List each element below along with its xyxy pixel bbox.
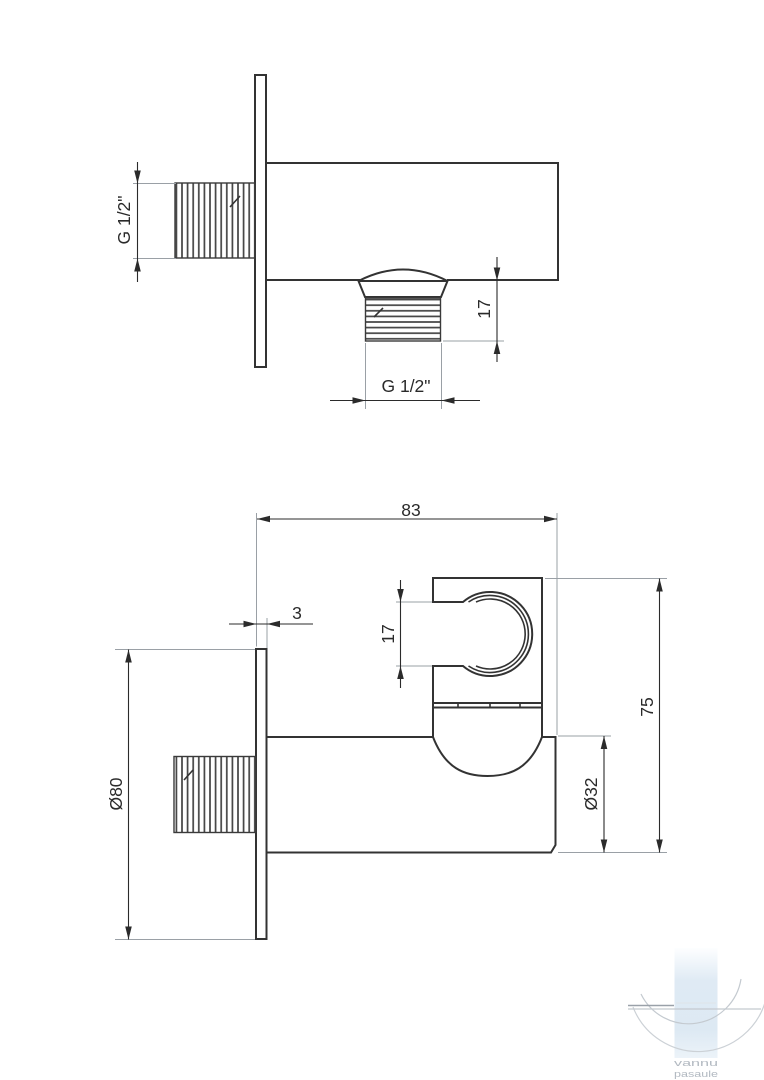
cradle-inner-arc <box>476 599 525 669</box>
dim-plate-thickness <box>229 603 313 648</box>
valve-body-outline <box>266 163 558 280</box>
dim-arrow <box>134 259 141 272</box>
outlet-thread <box>366 298 441 341</box>
wall-plate <box>256 649 267 939</box>
dim-arrow <box>134 171 141 184</box>
watermark-text-line1: vannu <box>674 1058 718 1069</box>
handset-holder <box>433 578 542 703</box>
dim-arrow <box>125 650 132 663</box>
dim-arrow <box>125 927 132 940</box>
dim-arrow <box>656 579 663 592</box>
dim-inlet-thread <box>114 162 176 282</box>
outlet-dome <box>359 270 448 282</box>
dim-overall-height <box>545 579 667 853</box>
dim-outlet-length <box>443 257 504 362</box>
holder-slot-label: 17 <box>378 624 398 644</box>
dim-arrow <box>494 341 501 354</box>
outlet-length-label: 17 <box>474 299 494 319</box>
watermark-text-line2: pasaule <box>674 1069 718 1080</box>
dim-holder-slot <box>378 580 432 688</box>
outlet-flange <box>359 281 448 297</box>
dim-arrow <box>397 666 404 679</box>
plate-thickness-label: 3 <box>292 603 302 623</box>
dim-body-diameter <box>558 736 667 853</box>
dim-arrow <box>353 397 366 404</box>
dim-arrow <box>601 736 608 749</box>
dim-arrow <box>442 397 455 404</box>
dim-arrow <box>267 621 280 628</box>
plate-diameter-label: Ø80 <box>106 777 126 811</box>
bottom-view <box>106 500 667 940</box>
valve-body-outline <box>267 737 556 853</box>
top-view <box>114 75 558 409</box>
dim-arrow <box>601 840 608 853</box>
inlet-thread <box>174 757 256 833</box>
wall-plate <box>255 75 266 367</box>
overall-width-label: 83 <box>401 500 421 520</box>
dim-arrow <box>494 268 501 281</box>
dim-arrow <box>257 516 270 523</box>
dim-arrow <box>244 621 257 628</box>
cradle-inner-arc <box>469 596 529 673</box>
overall-height-label: 75 <box>637 697 657 717</box>
body-diameter-label: Ø32 <box>581 777 601 811</box>
outlet-thread-label: G 1/2" <box>381 376 431 396</box>
watermark-logo <box>628 948 764 1080</box>
dim-arrow <box>656 840 663 853</box>
dim-arrow <box>397 589 404 602</box>
inlet-thread-label: G 1/2" <box>114 195 134 245</box>
dim-arrow <box>544 516 557 523</box>
dim-outlet-thread <box>330 343 480 409</box>
inlet-thread <box>175 183 255 258</box>
